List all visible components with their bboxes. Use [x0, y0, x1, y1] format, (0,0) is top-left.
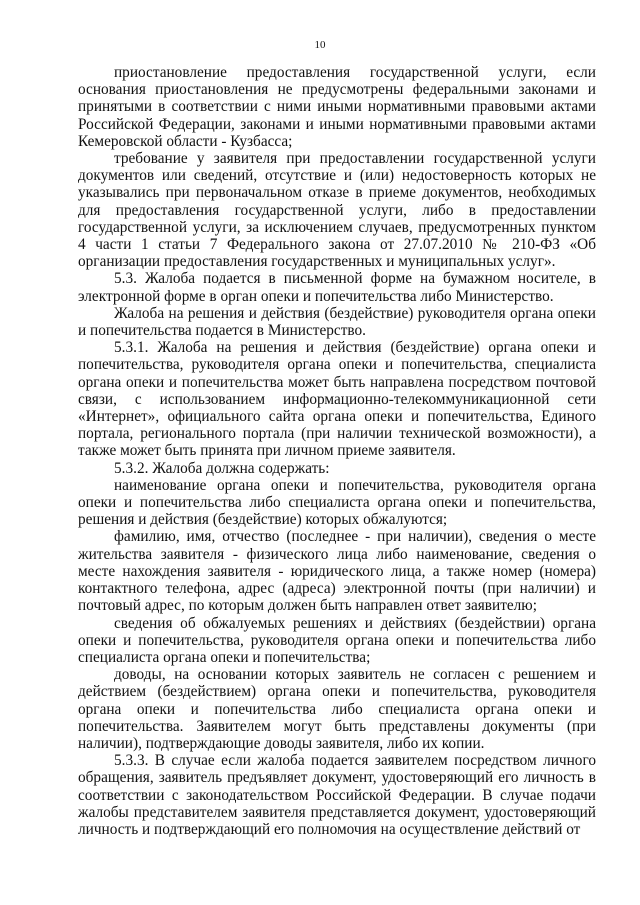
paragraph: 5.3.2. Жалоба должна содержать:	[114, 459, 330, 477]
paragraph: 5.3. Жалоба подается в письменной форме на бумажном носителе, в электронной форме в орган опеки и попечительства либо Министерство.	[78, 270, 596, 305]
paragraph: фамилию, имя, отчество (последнее - при наличии), сведения о месте жительства заявителя - физического лица либо наименование, сведения о месте нахождения заявителя - юридического лица, а также номер (номера) контактного телефона, адрес (адреса) электронной почты (при наличии) и почтовый адрес, по которым должен быть направлен ответ заявителю;	[78, 528, 596, 615]
paragraph: сведения об обжалуемых решениях и действиях (бездействии) органа опеки и попечительства, руководителя органа опеки и попечительства либо специалиста органа опеки и попечительства;	[78, 614, 596, 666]
paragraph: приостановление предоставления государственной услуги, если основания приостановления не предусмотрены федеральными законами и принятыми в соответствии с ними иными нормативными правовыми актами Российской Федерации, законами и иными нормативными правовыми актами Кемеровской области - Кузбасса;	[78, 64, 596, 150]
paragraph: доводы, на основании которых заявитель не согласен с решением и действием (бездействием) органа опеки и попечительства, руководителя органа опеки и попечительства либо специалиста органа опеки и попечительства. Заявителем могут быть представлены документы (при наличии), подтверждающие доводы заявителя, либо их копии.	[78, 666, 596, 752]
paragraph: 5.3.1. Жалоба на решения и действия (бездействие) органа опеки и попечительства, руководителя органа опеки и попечительства, специалиста органа опеки и попечительства может быть направлена посредством почтовой связи, с использованием информационно-телекоммуникационной сети «Интернет», официального сайта органа опеки и попечительства, Единого портала, регионального портала (при наличии технической возможности), а также может быть принята при личном приеме заявителя.	[78, 339, 596, 460]
paragraph: требование у заявителя при предоставлении государственной услуги документов или сведений, отсутствие и (или) недостоверность которых не указывались при первоначальном отказе в приеме документов, необходимых для предоставления государственной услуги, либо в предоставлении государственной услуги, за исключением случаев, предусмотренных пунктом 4 части 1 статьи 7 Федерального закона от 27.07.2010 № 210-ФЗ «Об организации предоставления государственных и муниципальных услуг».	[78, 150, 596, 271]
paragraph: Жалоба на решения и действия (бездействие) руководителя органа опеки и попечительства подается в Министерство.	[78, 304, 596, 340]
document-body	[78, 64, 596, 838]
paragraph: наименование органа опеки и попечительства, руководителя органа опеки и попечительства либо специалиста органа опеки и попечительства, решения и действия (бездействие) которых обжалуются;	[78, 476, 596, 529]
page-number: 10	[314, 39, 326, 51]
paragraph: 5.3.3. В случае если жалоба подается заявителем посредством личного обращения, заявитель предъявляет документ, удостоверяющий его личность в соответствии с законодательством Российской Федерации. В случае подачи жалобы представителем заявителя представляется документ, удостоверяющий личность и подтверждающий его полномочия на осуществление действий от	[78, 752, 596, 838]
